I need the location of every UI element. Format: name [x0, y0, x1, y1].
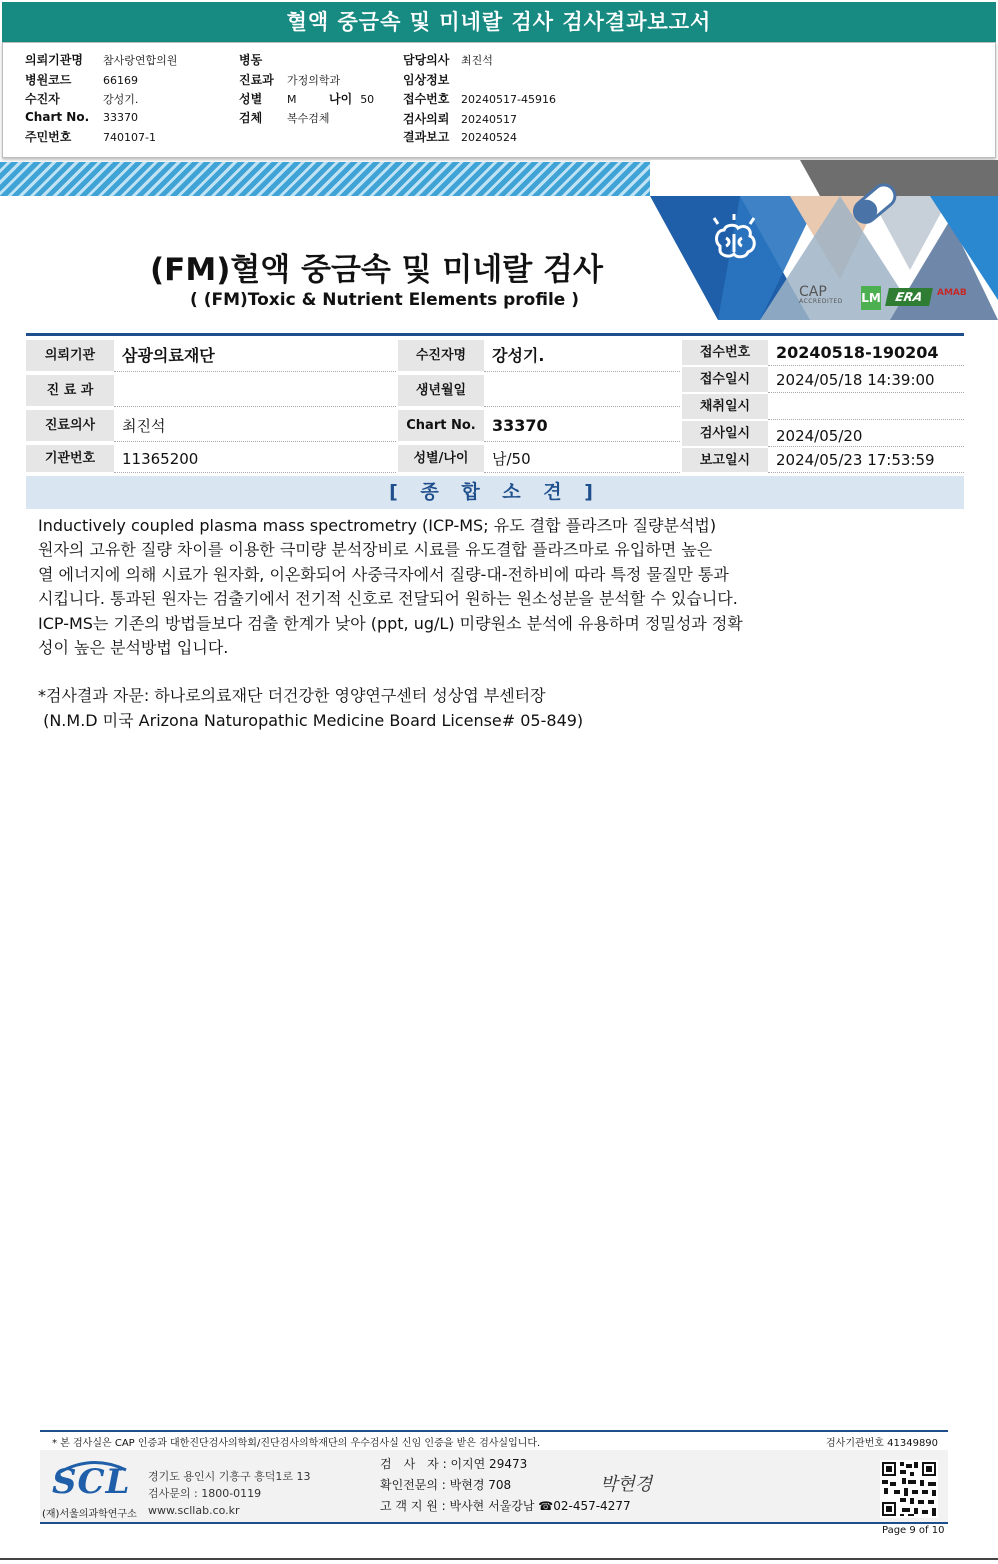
test-date-label: 검사일시 [682, 421, 768, 447]
header-field-report-date: 결과보고 20240524 [403, 130, 517, 144]
chart-value: 33370 [484, 410, 680, 442]
address-line: 검사문의 : 1800-0119 [148, 1487, 262, 1500]
header-field-resident-no: 주민번호 740107-1 [25, 130, 156, 144]
test-date-value: 2024/05/20 [768, 421, 964, 447]
report-title: 혈액 중금속 및 미네랄 검사 검사결과보고서 [2, 2, 996, 42]
accreditation-logos [795, 280, 995, 320]
header-field-receipt-no: 접수번호 20240517-45916 [403, 92, 556, 106]
dept-value [114, 375, 396, 407]
institution-value: 삼광의료재단 [114, 340, 396, 372]
birth-value [484, 375, 680, 407]
receipt-time-label: 접수일시 [682, 367, 768, 393]
bottom-rule [0, 1558, 998, 1560]
sex-age-value: 남/50 [484, 445, 680, 473]
summary-line: 성이 높은 분석방법 입니다. [38, 638, 229, 658]
chart-label: Chart No. [398, 410, 484, 442]
sex-age-label: 성별/나이 [398, 445, 484, 473]
qr-code-icon [880, 1460, 938, 1518]
summary-line: 시킵니다. 통과된 원자는 검출기에서 전기적 신호로 전달되어 원하는 원소성분을 분석할 수 있습니다. [38, 589, 738, 609]
footer-inst-code: 검사기관번호 41349890 [826, 1438, 939, 1449]
header-field-dept: 진료과 가정의학과 [239, 73, 341, 87]
summary-line: 원자의 고유한 질량 차이를 이용한 극미량 분석장비로 시료를 유도결합 플라즈마로 유입하면 높은 [38, 540, 713, 560]
patient-info-table [26, 333, 964, 473]
header-field-patient: 수진자 강성기. [25, 92, 139, 106]
address-line: www.scllab.co.kr [148, 1504, 240, 1517]
receipt-time-value: 2024/05/18 14:39:00 [768, 367, 964, 393]
test-subtitle: ( (FM)Toxic & Nutrient Elements profile ) [190, 290, 580, 310]
staff-list [380, 1454, 631, 1517]
banner-stripes [0, 162, 660, 196]
summary-heading: [ 종 합 소 견 ] [26, 476, 964, 509]
header-field-clinical-info: 임상정보 [403, 73, 450, 87]
test-title: (FM)혈액 중금속 및 미네랄 검사 [150, 252, 603, 288]
report-header [2, 42, 996, 158]
collect-value [768, 394, 964, 420]
collect-label: 채취일시 [682, 394, 768, 420]
footer-note: * 본 검사실은 CAP 인증과 대한진단검사의학회/진단검사의학재단의 우수검사실 신임 인증을 받은 검사실입니다. [52, 1438, 541, 1449]
lab-name: (재)서울의과학연구소 [42, 1509, 137, 1520]
header-field-ward: 병동 [239, 53, 263, 67]
summary-line: (N.M.D 미국 Arizona Naturopathic Medicine Board License# 05-849) [38, 710, 584, 730]
address-line: 경기도 용인시 기흥구 흥덕1로 13 [148, 1470, 311, 1483]
patient-value: 강성기. [484, 340, 680, 372]
staff-tester: 검 사 자 : 이지연 29473 [380, 1457, 528, 1471]
report-date-value: 2024/05/23 17:53:59 [768, 448, 964, 473]
scl-logo: SCL [52, 1462, 131, 1502]
birth-label: 생년월일 [398, 375, 484, 407]
era-logo: ERA [885, 288, 933, 306]
patient-label: 수진자명 [398, 340, 484, 372]
summary-line [38, 660, 778, 684]
summary-text [38, 514, 778, 733]
lm-logo: LM [861, 286, 881, 310]
staff-support: 고 객 지 원 : 박사현 서울강남 ☎02-457-4277 [380, 1499, 631, 1513]
inst-no-label: 기관번호 [26, 445, 114, 473]
summary-line: *검사결과 자문: 하나로의료재단 더건강한 영양연구센터 성상엽 부센터장 [38, 686, 546, 706]
header-field-specimen: 검체 복수검체 [239, 111, 330, 125]
summary-line: 열 에너지에 의해 시료가 원자화, 이온화되어 사중극자에서 질량-대-전하비에 따라 특정 물질만 통과 [38, 564, 729, 584]
doctor-value: 최진석 [114, 410, 396, 442]
institution-label: 의뢰기관 [26, 340, 114, 372]
header-field-institution: 의뢰기관명 참사랑연합의원 [25, 53, 178, 67]
summary-line: ICP-MS는 기존의 방법들보다 검출 한계가 낮아 (ppt, ug/L) 미량원소 분석에 유용하며 정밀성과 정확 [38, 613, 743, 633]
page-number: Page 9 of 10 [882, 1525, 945, 1536]
inst-no-value: 11365200 [114, 445, 396, 473]
header-field-request-date: 검사의뢰 20240517 [403, 112, 517, 126]
dept-label: 진 료 과 [26, 375, 114, 407]
header-field-doctor: 담당의사 최진석 [403, 53, 493, 67]
receipt-no-label: 접수번호 [682, 340, 768, 366]
staff-specialist: 확인전문의 : 박현경 708 [380, 1478, 512, 1492]
lab-address [148, 1468, 311, 1519]
doctor-label: 진료의사 [26, 410, 114, 442]
report-date-label: 보고일시 [682, 448, 768, 473]
summary-line: Inductively coupled plasma mass spectrometry (ICP-MS; 유도 결합 플라즈마 질량분석법) [38, 516, 717, 535]
footer-top-rule [40, 1430, 948, 1432]
amab-logo: AMAB [937, 288, 967, 298]
cap-logo: CAP ACCREDITED [799, 284, 843, 305]
receipt-no-value: 20240518-190204 [768, 340, 964, 366]
signature: 박현경 [600, 1474, 653, 1495]
header-field-age: 나이 50 [329, 92, 375, 106]
footer-bottom-rule [40, 1522, 948, 1524]
header-field-sex: 성별 M [239, 92, 297, 106]
header-field-hospital-code: 병원코드 66169 [25, 73, 138, 87]
header-field-chart-no: Chart No. 33370 [25, 110, 138, 124]
